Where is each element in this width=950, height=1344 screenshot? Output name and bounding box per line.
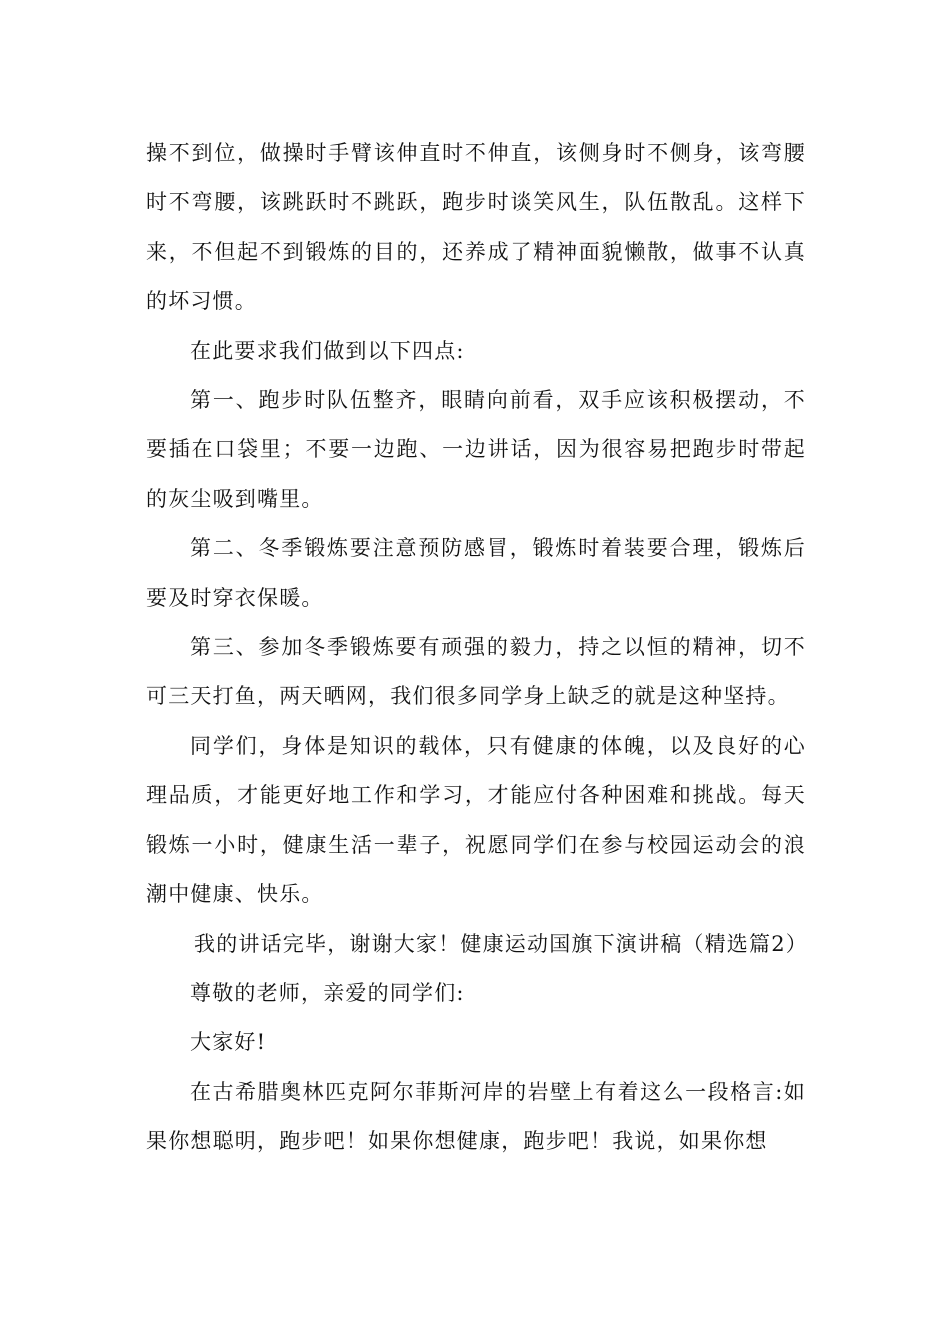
document-body [146, 129, 806, 1167]
paragraph-salutation: 尊敬的老师，亲爱的同学们: [190, 980, 465, 1005]
paragraph-point-two: 第二、冬季锻炼要注意预防感冒，锻炼时着装要合理，锻炼后要及时穿衣保暖。 [146, 536, 806, 610]
paragraph-requirements-intro: 在此要求我们做到以下四点: [190, 338, 465, 363]
paragraph-point-one: 第一、跑步时队伍整齐，眼睛向前看，双手应该积极摆动，不要插在口袋里；不要一边跑、一边讲话，因为很容易把跑步时带起的灰尘吸到嘴里。 [146, 388, 806, 511]
paragraph-conclusion: 同学们，身体是知识的载体，只有健康的体魄，以及良好的心理品质，才能更好地工作和学习，才能应付各种困难和挑战。每天锻炼一小时，健康生活一辈子，祝愿同学们在参与校园运动会的浪潮中健康、快乐。 [146, 733, 806, 907]
paragraph-closing-and-title: 我的讲话完毕，谢谢大家！健康运动国旗下演讲稿（精选篇2） [194, 931, 808, 956]
paragraph-motto: 在古希腊奥林匹克阿尔菲斯河岸的岩壁上有着这么一段格言:如果你想聪明，跑步吧！如果你想健康，跑步吧！我说，如果你想 [146, 1079, 806, 1154]
paragraph-point-three: 第三、参加冬季锻炼要有顽强的毅力，持之以恒的精神，切不可三天打鱼，两天晒网，我们很多同学身上缺乏的就是这种坚持。 [146, 635, 806, 709]
paragraph-greeting: 大家好! [190, 1030, 267, 1055]
paragraph-continuation: 操不到位，做操时手臂该伸直时不伸直，该侧身时不侧身，该弯腰时不弯腰，该跳跃时不跳跃，跑步时谈笑风生，队伍散乱。这样下来，不但起不到锻炼的目的，还养成了精神面貌懒散，做事不认真的坏习惯。 [146, 141, 806, 314]
